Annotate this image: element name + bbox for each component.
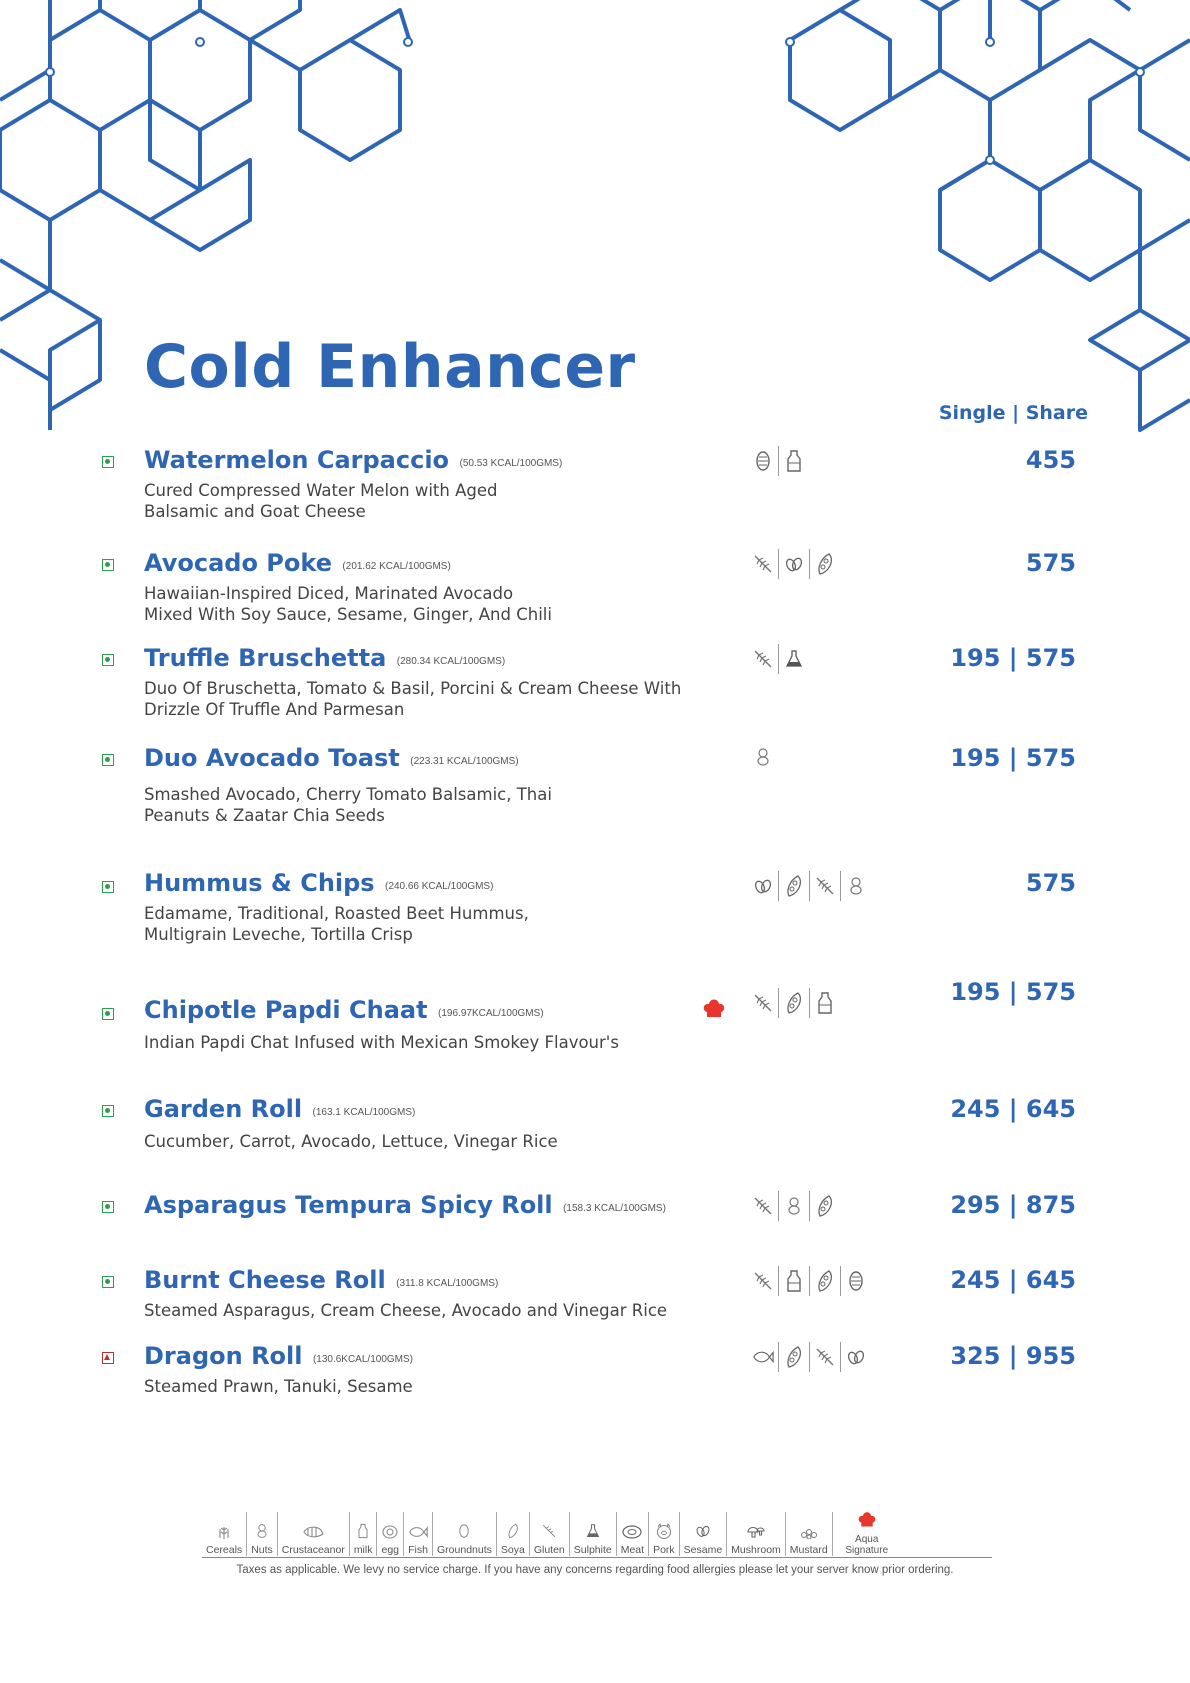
veg-icon	[102, 1276, 114, 1288]
sesame-icon	[748, 875, 778, 897]
page-title: Cold Enhancer	[144, 332, 636, 402]
item-description: Steamed Prawn, Tanuki, Sesame	[144, 1377, 413, 1396]
item-name: Duo Avocado Toast	[144, 744, 400, 772]
legend-divider	[202, 1557, 992, 1558]
pork-icon	[655, 1523, 673, 1544]
decorative-pattern-right	[770, 0, 1190, 440]
item-price: 195 | 575	[950, 744, 1076, 772]
legend-item	[377, 1512, 404, 1556]
sesame-icon	[695, 1523, 711, 1544]
fish-icon	[748, 1346, 778, 1368]
veg-icon	[102, 881, 114, 893]
soya-icon	[810, 553, 840, 575]
legend-label: Sulphite	[573, 1544, 612, 1556]
legend-item	[680, 1512, 728, 1556]
legend-item	[350, 1512, 378, 1556]
legend-item	[833, 1512, 901, 1556]
veg-icon	[102, 559, 114, 571]
item-price: 245 | 645	[950, 1095, 1076, 1123]
legend-item	[247, 1512, 278, 1556]
legend-item	[649, 1512, 680, 1556]
allergen-icons	[748, 871, 871, 901]
item-description: Cucumber, Carrot, Avocado, Lettuce, Vinegar Rice	[144, 1132, 558, 1151]
milk-icon	[357, 1523, 369, 1544]
item-price: 325 | 955	[950, 1342, 1076, 1370]
item-description: Steamed Asparagus, Cream Cheese, Avocado and Vinegar Rice	[144, 1301, 668, 1320]
item-price: 575	[1025, 549, 1076, 577]
item-name: Watermelon Carpaccio	[144, 446, 450, 474]
legend-label: Crustaceanor	[281, 1544, 345, 1556]
legend-label: Cereals	[206, 1544, 243, 1556]
legend-item	[278, 1512, 350, 1556]
allergen-legend	[202, 1506, 992, 1556]
legend-item	[617, 1512, 649, 1556]
sulphite-icon	[779, 648, 809, 670]
allergen-icons	[748, 1266, 871, 1296]
price-column-header: Single | Share	[938, 402, 1088, 424]
sesame-icon	[779, 553, 809, 575]
item-kcal: (196.97KCAL/100GMS)	[438, 1008, 544, 1019]
cereals-icon	[216, 1525, 232, 1544]
chef-hat-icon	[702, 998, 726, 1025]
legend-label: Soya	[500, 1544, 525, 1556]
allergen-icons	[748, 644, 809, 674]
groundnuts-icon	[841, 1270, 871, 1292]
legend-item	[727, 1512, 786, 1556]
item-name: Avocado Poke	[144, 549, 332, 577]
item-kcal: (311.8 KCAL/100GMS)	[396, 1278, 499, 1289]
item-kcal: (50.53 KCAL/100GMS)	[459, 458, 563, 469]
allergen-icons	[748, 1191, 840, 1221]
item-name: Garden Roll	[144, 1095, 303, 1123]
veg-icon	[102, 456, 114, 468]
gluten-icon	[810, 1346, 840, 1368]
milk-icon	[779, 1270, 809, 1292]
legend-item	[570, 1512, 617, 1556]
legend-item	[433, 1512, 497, 1556]
soya-icon	[779, 992, 809, 1014]
item-price: 575	[1025, 869, 1076, 897]
item-name: Hummus & Chips	[144, 869, 375, 897]
nuts-icon	[779, 1195, 809, 1217]
item-description: Duo Of Bruschetta, Tomato & Basil, Porcini & Cream Cheese With Drizzle Of Truffle And Parmesan	[144, 679, 682, 719]
legend-label: egg	[381, 1544, 400, 1556]
item-kcal: (158.3 KCAL/100GMS)	[563, 1203, 666, 1214]
legend-item	[786, 1512, 833, 1556]
nuts-icon	[748, 746, 778, 768]
milk-icon	[810, 992, 840, 1014]
footer-note: Taxes as applicable. We levy no service charge. If you have any concerns regarding food allergies please let your server know prior ordering.	[236, 1564, 954, 1576]
legend-label: Gluten	[533, 1544, 565, 1556]
legend-label: Sesame	[683, 1544, 723, 1556]
soya-icon	[779, 875, 809, 897]
soya-icon	[810, 1270, 840, 1292]
legend-label: Meat	[620, 1544, 645, 1556]
item-name: Truffle Bruschetta	[144, 644, 387, 672]
gluten-icon	[748, 1195, 778, 1217]
item-description: Indian Papdi Chat Infused with Mexican Smokey Flavour's	[144, 1033, 619, 1052]
item-description: Cured Compressed Water Melon with Aged Balsamic and Goat Cheese	[144, 481, 498, 521]
gluten-icon	[748, 992, 778, 1014]
chef-hat-icon	[856, 1511, 878, 1534]
legend-label: Pork	[653, 1544, 675, 1556]
mustard-icon	[800, 1526, 818, 1544]
veg-icon	[102, 1201, 114, 1213]
item-description: Smashed Avocado, Cherry Tomato Balsamic, Thai Peanuts & Zaatar Chia Seeds	[144, 785, 552, 825]
sulphite-icon	[586, 1523, 600, 1544]
item-name: Burnt Cheese Roll	[144, 1266, 386, 1294]
nuts-icon	[841, 875, 871, 897]
fish-icon	[408, 1525, 428, 1544]
item-description: Edamame, Traditional, Roasted Beet Hummus, Multigrain Leveche, Tortilla Crisp	[144, 904, 529, 944]
item-kcal: (130.6KCAL/100GMS)	[312, 1354, 413, 1365]
legend-label: Fish	[408, 1544, 428, 1556]
item-name: Asparagus Tempura Spicy Roll	[144, 1191, 553, 1219]
legend-item	[530, 1512, 570, 1556]
soya-icon	[779, 1346, 809, 1368]
item-kcal: (240.66 KCAL/100GMS)	[385, 881, 494, 892]
legend-label: Nuts	[251, 1544, 273, 1556]
nonveg-icon	[102, 1352, 114, 1364]
item-kcal: (223.31 KCAL/100GMS)	[410, 756, 519, 767]
item-price: 295 | 875	[950, 1191, 1076, 1219]
allergen-icons	[748, 1342, 871, 1372]
allergen-icons	[748, 549, 840, 579]
legend-label: Aqua Signature	[845, 1534, 889, 1556]
legend-item	[404, 1512, 433, 1556]
legend-item	[497, 1512, 530, 1556]
item-price: 195 | 575	[950, 644, 1076, 672]
meat-icon	[622, 1525, 642, 1544]
veg-icon	[102, 754, 114, 766]
veg-icon	[102, 1105, 114, 1117]
egg-icon	[382, 1525, 398, 1544]
gluten-icon	[748, 553, 778, 575]
allergen-icons	[748, 988, 840, 1018]
item-name: Dragon Roll	[144, 1342, 303, 1370]
item-kcal: (201.62 KCAL/100GMS)	[342, 561, 451, 572]
allergen-icons	[748, 746, 778, 768]
item-description: Hawaiian-Inspired Diced, Marinated Avocado Mixed With Soy Sauce, Sesame, Ginger, And Chili	[144, 584, 552, 624]
allergen-icons	[748, 446, 809, 476]
veg-icon	[102, 1008, 114, 1020]
soya-icon	[810, 1195, 840, 1217]
gluten-icon	[748, 1270, 778, 1292]
item-price: 455	[1025, 446, 1076, 474]
groundnuts-icon	[748, 450, 778, 472]
legend-label: Mustard	[789, 1544, 828, 1556]
mushroom-icon	[747, 1525, 765, 1544]
crustacean-icon	[302, 1525, 324, 1544]
nuts-icon	[255, 1523, 269, 1544]
legend-label: Groundnuts	[437, 1544, 492, 1556]
item-price: 245 | 645	[950, 1266, 1076, 1294]
legend-label: Mushroom	[731, 1544, 781, 1556]
item-name: Chipotle Papdi Chaat	[144, 996, 428, 1024]
gluten-icon	[810, 875, 840, 897]
item-kcal: (163.1 KCAL/100GMS)	[312, 1107, 416, 1118]
legend-item	[202, 1512, 247, 1556]
item-kcal: (280.34 KCAL/100GMS)	[396, 656, 506, 667]
milk-icon	[779, 450, 809, 472]
gluten-icon	[748, 648, 778, 670]
sesame-icon	[841, 1346, 871, 1368]
veg-icon	[102, 654, 114, 666]
soya-icon	[506, 1523, 520, 1544]
legend-label: milk	[353, 1544, 373, 1556]
item-price: 195 | 575	[950, 978, 1076, 1006]
groundnuts-icon	[457, 1523, 471, 1544]
gluten-icon	[541, 1523, 557, 1544]
